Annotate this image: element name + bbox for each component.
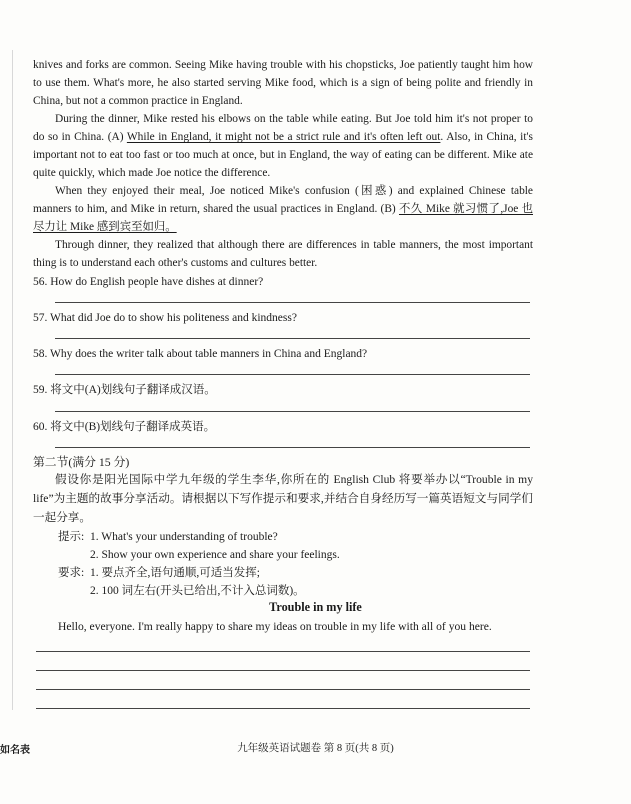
- tip-1: 1. What's your understanding of trouble?: [90, 531, 278, 543]
- writing-line-2[interactable]: [36, 670, 530, 671]
- tips-label: 提示:: [58, 531, 85, 543]
- underlined-sentence-a: While in England, it might not be a strict rule and it's often left out: [126, 131, 441, 143]
- requirements-label: 要求:: [58, 567, 85, 579]
- question-57: 57. What did Joe do to show his politeness and kindness?: [33, 312, 297, 324]
- passage-text: During the dinner, Mike rested his elbows on the table while eating. But Joe told him it's not proper to do so in China. (A): [33, 113, 533, 143]
- answer-line-60[interactable]: [55, 447, 530, 448]
- requirement-1: 1. 要点齐全,语句通顺,可适当发挥;: [90, 567, 260, 579]
- writing-line-1[interactable]: [36, 651, 530, 652]
- essay-title: Trouble in my life: [269, 600, 362, 614]
- page-footer: 九年级英语试题卷 第 8 页(共 8 页): [237, 743, 394, 754]
- requirement-2: 2. 100 词左右(开头已给出,不计入总词数)。: [90, 585, 305, 597]
- passage-text: When they enjoyed their meal, Joe noticed Mike's confusion (困惑) and explained Chinese table manners to him, and Mike in return, shared the usual practices in England. (B): [33, 185, 533, 215]
- answer-line-56[interactable]: [55, 302, 530, 303]
- answer-line-58[interactable]: [55, 374, 530, 375]
- writing-task-intro: 假设你是阳光国际中学九年级的学生李华,你所在的 English Club 将要举办以“Trouble in my life”为主题的故事分享活动。请根据以下写作提示和要求,并结合自身经历写一篇英语短文与同学们一起分享。: [33, 473, 533, 524]
- underlined-sentence-b: 不久 Mike 就习惯了,Joe 也尽力让 Mike 感到宾至如归。: [33, 203, 533, 233]
- writing-line-3[interactable]: [36, 689, 530, 690]
- passage-paragraph-4: Through dinner, they realized that although there are differences in table manners, the most important thing is to understand each other's customs and cultures better.: [33, 239, 533, 269]
- writing-line-4[interactable]: [36, 708, 530, 709]
- answer-line-59[interactable]: [55, 411, 530, 412]
- passage-paragraph-2: [33, 110, 533, 182]
- section-2-header: 第二节(满分 15 分): [33, 455, 130, 469]
- passage-text: . Also, in China, it's important not to eat too fast or too much at once, but in England, the way of eating can be different. Mike ate quite quickly, which made Joe notice the difference.: [33, 131, 533, 179]
- essay-opening: Hello, everyone. I'm really happy to share my ideas on trouble in my life with all of you here.: [58, 620, 492, 633]
- answer-line-57[interactable]: [55, 338, 530, 339]
- tip-2: 2. Show your own experience and share your feelings.: [90, 549, 340, 561]
- question-58: 58. Why does the writer talk about table manners in China and England?: [33, 348, 368, 360]
- passage-paragraph-1: knives and forks are common. Seeing Mike having trouble with his chopsticks, Joe patiently taught him how to use them. What's more, he also started serving Mike food, which is a sign of being polite and friendly in China, but not a common practice in England.: [33, 59, 533, 107]
- passage-paragraph-3: [33, 182, 533, 236]
- question-59: 59. 将文中(A)划线句子翻译成汉语。: [33, 384, 216, 396]
- question-60: 60. 将文中(B)划线句子翻译成英语。: [33, 421, 216, 433]
- question-56: 56. How do English people have dishes at dinner?: [33, 276, 264, 288]
- corner-mark: 如名表: [0, 745, 30, 756]
